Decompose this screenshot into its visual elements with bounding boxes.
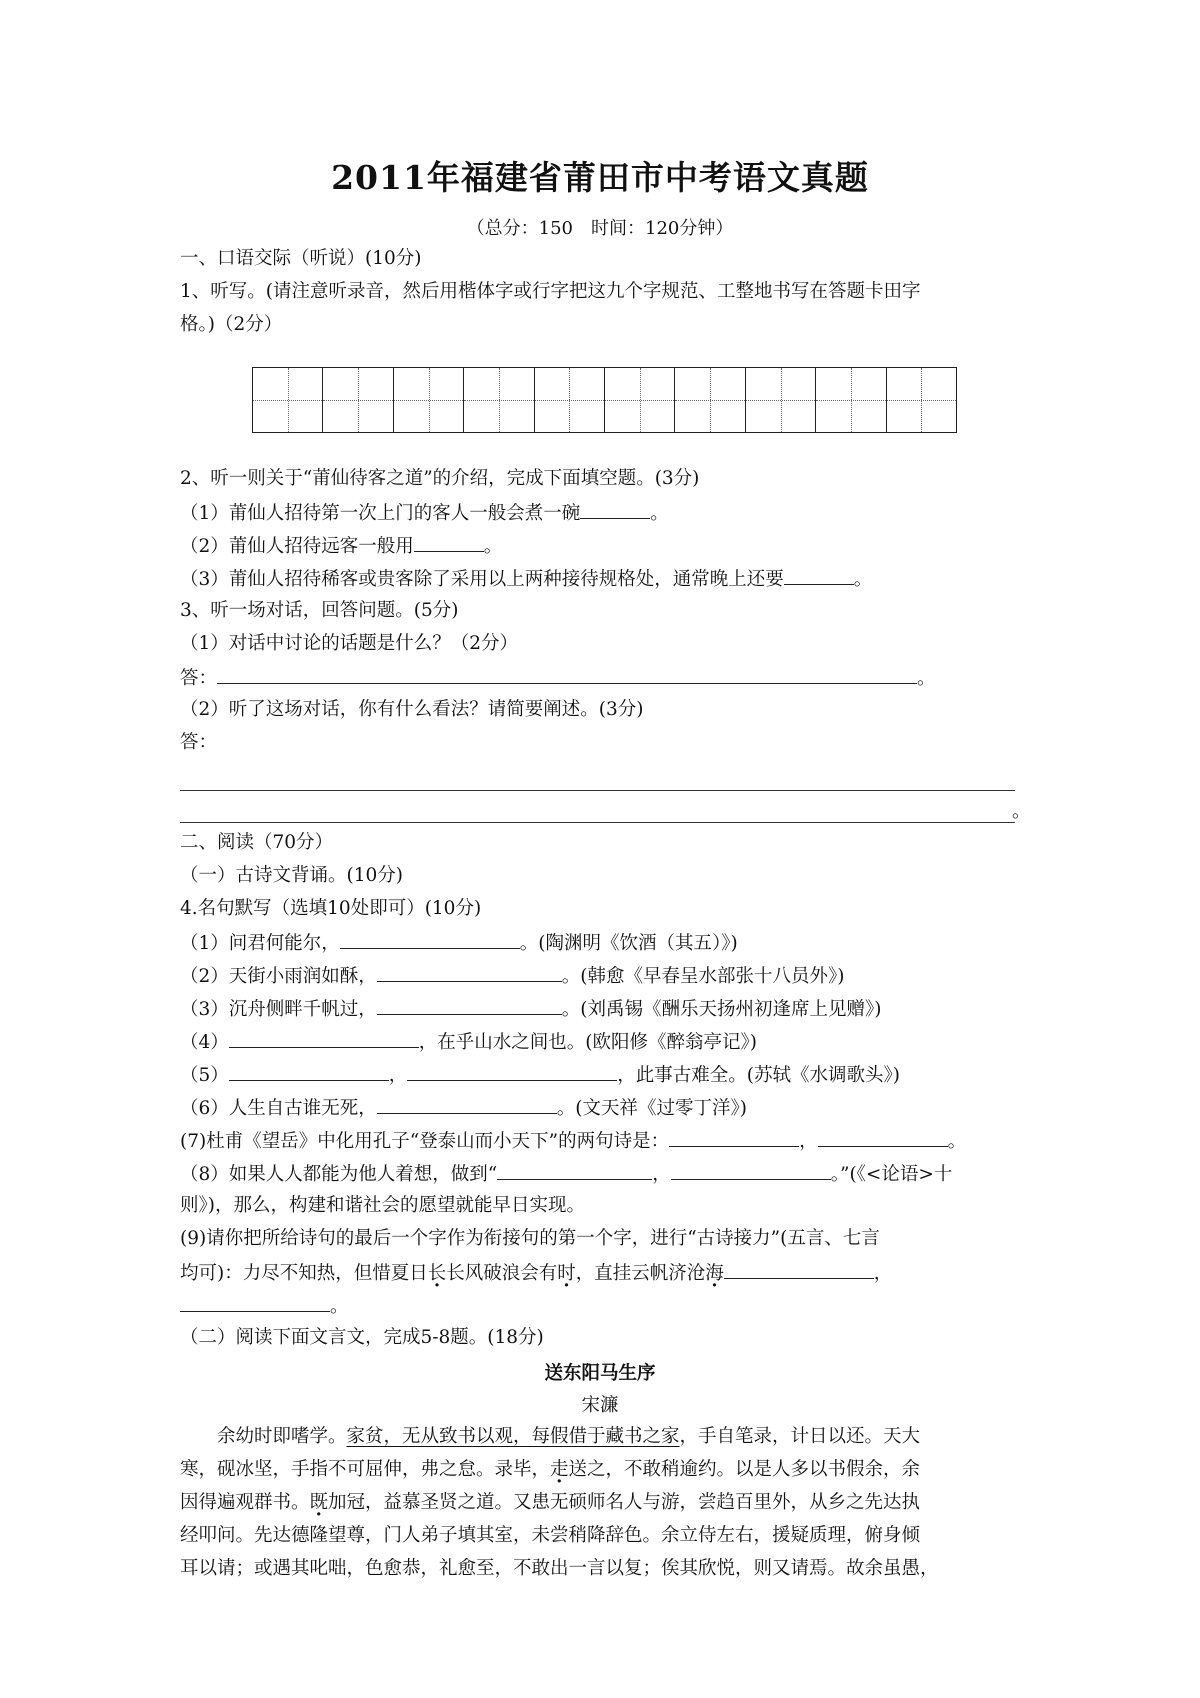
underlined-sentence: 家贫，无从致书以观，每假借于藏书之家 [346,1426,680,1447]
page-title: 2011年福建省莆田市中考语文真题 [331,158,869,197]
question-text: 长风破浪会有 [446,1263,558,1284]
answer-line[interactable] [180,790,1015,791]
grid-cell[interactable] [887,367,957,433]
question-text: （2）听了这场对话，你有什么看法？请简要阐述。(3分) [180,699,644,720]
question-text: （4） [180,1032,229,1053]
question-text: （2）莆仙人招待远客一般用 [180,536,414,557]
emphasis-char: 长 [427,1263,447,1284]
grid-cell[interactable] [535,367,605,433]
answer-blank[interactable] [229,1029,419,1048]
question-text: 则》)，那么，构建和谐社会的愿望就能早日实现。 [180,1195,585,1216]
recitation-item [180,1062,900,1088]
question-text: (7)杜甫《望岳》中化用孔子“登泰山而小天下”的两句诗是： [180,1131,670,1152]
recitation-item [180,930,738,956]
answer-blank[interactable] [340,930,520,949]
subsection-heading: （二）阅读下面文言文，完成5-8题。(18分) [180,1327,544,1348]
question-text: 1、听写。(请注意听录音，然后用楷体字或行字把这九个字规范、工整地书写在答题卡田字 [180,281,921,302]
recitation-item [180,1029,757,1055]
essay-line: 耳以请；或遇其叱咄，色愈恭，礼愈至，不敢出一言以复；俟其欣悦，则又请焉。故余虽愚， [180,1558,939,1579]
question-text: （3）莆仙人招待稀客或贵客除了采用以上两种接待规格处，通常晚上还要 [180,569,784,590]
grid-cell[interactable] [675,367,745,433]
writing-grid[interactable] [252,367,957,433]
question-text: 。”(《<论语>十 [830,1164,953,1185]
answer-blank[interactable] [217,665,917,684]
answer-blank[interactable] [671,1161,831,1180]
essay-line [180,1458,920,1482]
subsection-heading: （一）古诗文背诵。(10分) [180,865,403,886]
answer-line[interactable] [180,822,1015,823]
answer-blank[interactable] [377,996,562,1015]
emphasis-char: 时 [557,1263,576,1284]
answer-blank[interactable] [377,1095,557,1114]
question-text: （2）天街小雨润如酥， [180,966,377,987]
poem-relay-line [180,1260,892,1286]
question-text: 均可)：力尽不知热，但惜夏日 [180,1263,428,1284]
essay-text: 加冠，益慕圣贤之道。又患无硕师名人与游，尝趋百里外，从乡之先达执 [328,1492,921,1513]
question-source: ，在乎山水之间也。(欧阳修《醉翁亭记》) [418,1032,757,1053]
fill-blank-question: （3）莆仙人招待稀客或贵客除了采用以上两种接待规格处，通常晚上还要 。 [180,566,872,592]
essay-line [217,1425,920,1449]
answer-blank[interactable] [377,963,562,982]
answer-blank[interactable] [407,1062,617,1081]
answer-blank[interactable] [580,500,650,519]
fill-blank-question: （1）莆仙人招待第一次上门的客人一般会煮一碗 。 [180,500,669,526]
question-text: （6）人生自古谁无死， [180,1098,377,1119]
answer-blank[interactable] [414,533,484,552]
period: 。 [1012,801,1031,822]
recitation-item [180,1161,952,1187]
grid-cell[interactable] [323,367,393,433]
essay-text: 因得遍观群书。 [180,1492,310,1513]
question-text: （1）对话中讨论的话题是什么？（2分） [180,633,519,654]
question-text: ， [873,1263,893,1284]
question-source: 。(韩愈《早春呈水部张十八员外》) [561,966,845,987]
essay-text: 送之，不敢稍逾约。以是人多以书假余，余 [568,1459,921,1480]
question-text: （3）沉舟侧畔千帆过， [180,999,377,1020]
recitation-item [180,996,881,1022]
answer-blank[interactable] [784,566,854,585]
answer-blank[interactable] [669,1128,799,1147]
essay-text: 寒，砚冰坚，手指不可屈伸，弗之怠。录毕， [180,1459,551,1480]
question-text: ， [652,1164,671,1185]
poem-relay-line [180,1293,349,1319]
question-source: ，此事古难全。(苏轼《水调歌头》) [617,1065,900,1086]
grid-cell[interactable] [605,367,675,433]
question-text: （1）问君何能尔， [180,933,340,954]
question-text: 。 [330,1296,349,1317]
answer-blank[interactable] [229,1062,389,1081]
question-text: 3、听一场对话，回答问题。(5分) [180,600,459,621]
grid-cell[interactable] [394,367,464,433]
essay-line: 经叩问。先达德隆望尊，门人弟子填其室，未尝稍降辞色。余立侍左右，援疑质理，俯身倾 [180,1525,921,1546]
emphasis-char: 既 [309,1492,329,1513]
answer-blank[interactable] [724,1260,874,1279]
answer-label: 答： [180,668,218,689]
question-text: 2、听一则关于“莆仙待客之道”的介绍，完成下面填空题。(3分) [180,468,700,489]
recitation-item [180,1128,966,1154]
answer-label: 答： [180,732,218,753]
grid-cell[interactable] [816,367,886,433]
question-text: （5） [180,1065,229,1086]
emphasis-char: 走 [550,1459,569,1480]
question-text: ，直挂云帆济沧 [575,1263,706,1284]
fill-blank-question: （2）莆仙人招待远客一般用 。 [180,533,502,559]
question-text: （8）如果人人都能为他人着想，做到“ [180,1164,498,1185]
essay-author: 宋濂 [581,1395,619,1416]
question-text: 。 [947,1131,967,1152]
grid-cell[interactable] [253,367,323,433]
section-heading: 一、口语交际（听说）(10分) [180,248,422,269]
question-source: 。(陶渊明《饮酒（其五）》) [519,933,738,954]
question-source: 。(刘禹锡《酬乐天扬州初逢席上见赠》) [561,999,882,1020]
answer-blank[interactable] [497,1161,652,1180]
section-heading: 二、阅读（70分） [180,832,334,853]
question-text: ， [799,1131,818,1152]
grid-cell[interactable] [746,367,816,433]
essay-title: 送东阳马生序 [544,1363,656,1384]
answer-blank[interactable] [818,1128,948,1147]
answer-row: 答： 。 [180,665,936,691]
question-source: 。(文天祥《过零丁洋》) [556,1098,747,1119]
question-text: 格。)（2分） [180,314,283,335]
question-text: ， [388,1065,408,1086]
grid-cell[interactable] [464,367,534,433]
recitation-item [180,1095,747,1121]
question-text: （1）莆仙人招待第一次上门的客人一般会煮一碗 [180,503,581,524]
essay-text: 余幼时即嗜学。 [217,1426,347,1447]
exam-info: （总分：150 时间：120分钟） [466,218,734,239]
essay-line [180,1491,920,1515]
emphasis-char: 海 [705,1263,724,1284]
recitation-item [180,963,844,989]
answer-blank[interactable] [180,1293,330,1312]
question-text: 4.名句默写（选填10处即可）(10分) [180,898,482,919]
essay-text: ，手自笔录，计日以还。天大 [679,1426,921,1447]
question-text: (9)请你把所给诗句的最后一个字作为衔接句的第一个字，进行“古诗接力”(五言、七言 [180,1228,880,1249]
